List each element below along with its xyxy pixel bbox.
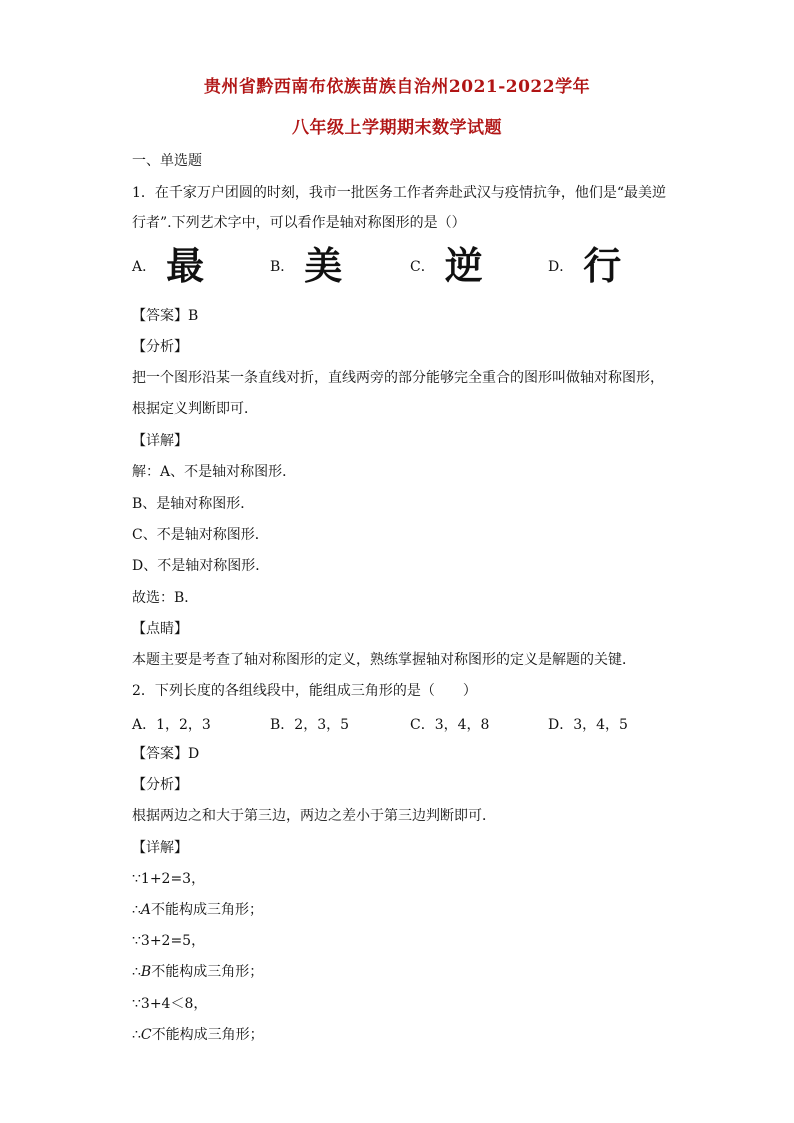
math-symbol: ∴ xyxy=(132,1027,141,1043)
math-text: 不能构成三角形； xyxy=(151,902,264,918)
q2-detail-heading: 【详解】 xyxy=(132,840,188,856)
q2-option-b: B．2，3，5 xyxy=(270,717,350,733)
math-variable: C xyxy=(140,1027,152,1043)
q2-detail-line xyxy=(132,1026,672,1044)
option-label: C． xyxy=(410,259,435,275)
math-symbol: ∴ xyxy=(132,902,141,918)
math-text: 不能构成三角形； xyxy=(151,964,264,980)
q2-stem: 2．下列长度的各组线段中，能组成三角形的是（ ） xyxy=(132,683,477,699)
math-text: 不能构成三角形； xyxy=(151,1027,264,1043)
option-label: B． xyxy=(270,259,295,275)
q1-analysis-line-2: 根据定义判断即可． xyxy=(132,401,258,417)
q1-analysis-heading: 【分析】 xyxy=(132,339,188,355)
math-variable: B xyxy=(140,964,152,980)
q2-detail-line xyxy=(132,901,672,919)
q1-option-d xyxy=(548,246,621,286)
q1-detail-line: 故选：B． xyxy=(132,590,199,606)
art-character: 逆 xyxy=(444,244,483,288)
art-character: 行 xyxy=(583,244,622,288)
art-character: 美 xyxy=(304,244,343,288)
doc-title-line-1: 贵州省黔西南布依族苗族自治州2021-2022学年 xyxy=(203,77,591,97)
math-variable: A xyxy=(140,902,152,918)
q2-option-c: C．3，4，8 xyxy=(410,717,490,733)
math-symbol: ∴ xyxy=(132,964,141,980)
q2-detail-line xyxy=(132,995,672,1013)
math-text: ∵3+2=5， xyxy=(132,933,206,949)
math-text: ∵1+2=3， xyxy=(132,871,206,887)
q2-analysis-line: 根据两边之和大于第三边，两边之差小于第三边判断即可． xyxy=(132,808,496,824)
q1-detail-line: D、不是轴对称图形． xyxy=(132,558,270,574)
q1-detail-line: C、不是轴对称图形． xyxy=(132,527,269,543)
q2-answer: 【答案】D xyxy=(132,746,200,762)
doc-title-line-2: 八年级上学期期末数学试题 xyxy=(292,118,502,138)
q2-options xyxy=(132,714,692,734)
q1-option-c xyxy=(410,246,483,286)
option-label: D． xyxy=(548,259,574,275)
q2-detail-line xyxy=(132,932,672,950)
q2-option-d: D．3，4，5 xyxy=(548,717,628,733)
q2-detail-line xyxy=(132,870,672,888)
q1-detail-heading: 【详解】 xyxy=(132,433,188,449)
q1-options xyxy=(132,246,692,290)
q1-option-a xyxy=(132,246,204,286)
art-character: 最 xyxy=(166,244,205,288)
q2-analysis-heading: 【分析】 xyxy=(132,777,188,793)
q1-option-b xyxy=(270,246,342,286)
q1-comment-line: 本题主要是考查了轴对称图形的定义，熟练掌握轴对称图形的定义是解题的关键． xyxy=(132,652,636,668)
q1-detail-line: B、是轴对称图形． xyxy=(132,496,255,512)
q1-comment-heading: 【点睛】 xyxy=(132,621,188,637)
q2-option-a: A．1，2，3 xyxy=(132,717,211,733)
q1-stem-line-2: 行者”.下列艺术字中，可以看作是轴对称图形的是（） xyxy=(132,215,466,231)
q2-detail-line xyxy=(132,963,672,981)
q1-analysis-line-1: 把一个图形沿某一条直线对折，直线两旁的部分能够完全重合的图形叫做轴对称图形， xyxy=(132,370,664,386)
math-text: ∵3+4＜8， xyxy=(132,996,208,1012)
section-heading: 一、单选题 xyxy=(132,153,202,169)
q1-stem-line-1: 1．在千家万户团圆的时刻，我市一批医务工作者奔赴武汉与疫情抗争，他们是“最美逆 xyxy=(132,185,667,201)
q1-answer: 【答案】B xyxy=(132,308,199,324)
option-label: A． xyxy=(132,259,157,275)
q1-detail-line: 解：A、不是轴对称图形． xyxy=(132,464,297,480)
